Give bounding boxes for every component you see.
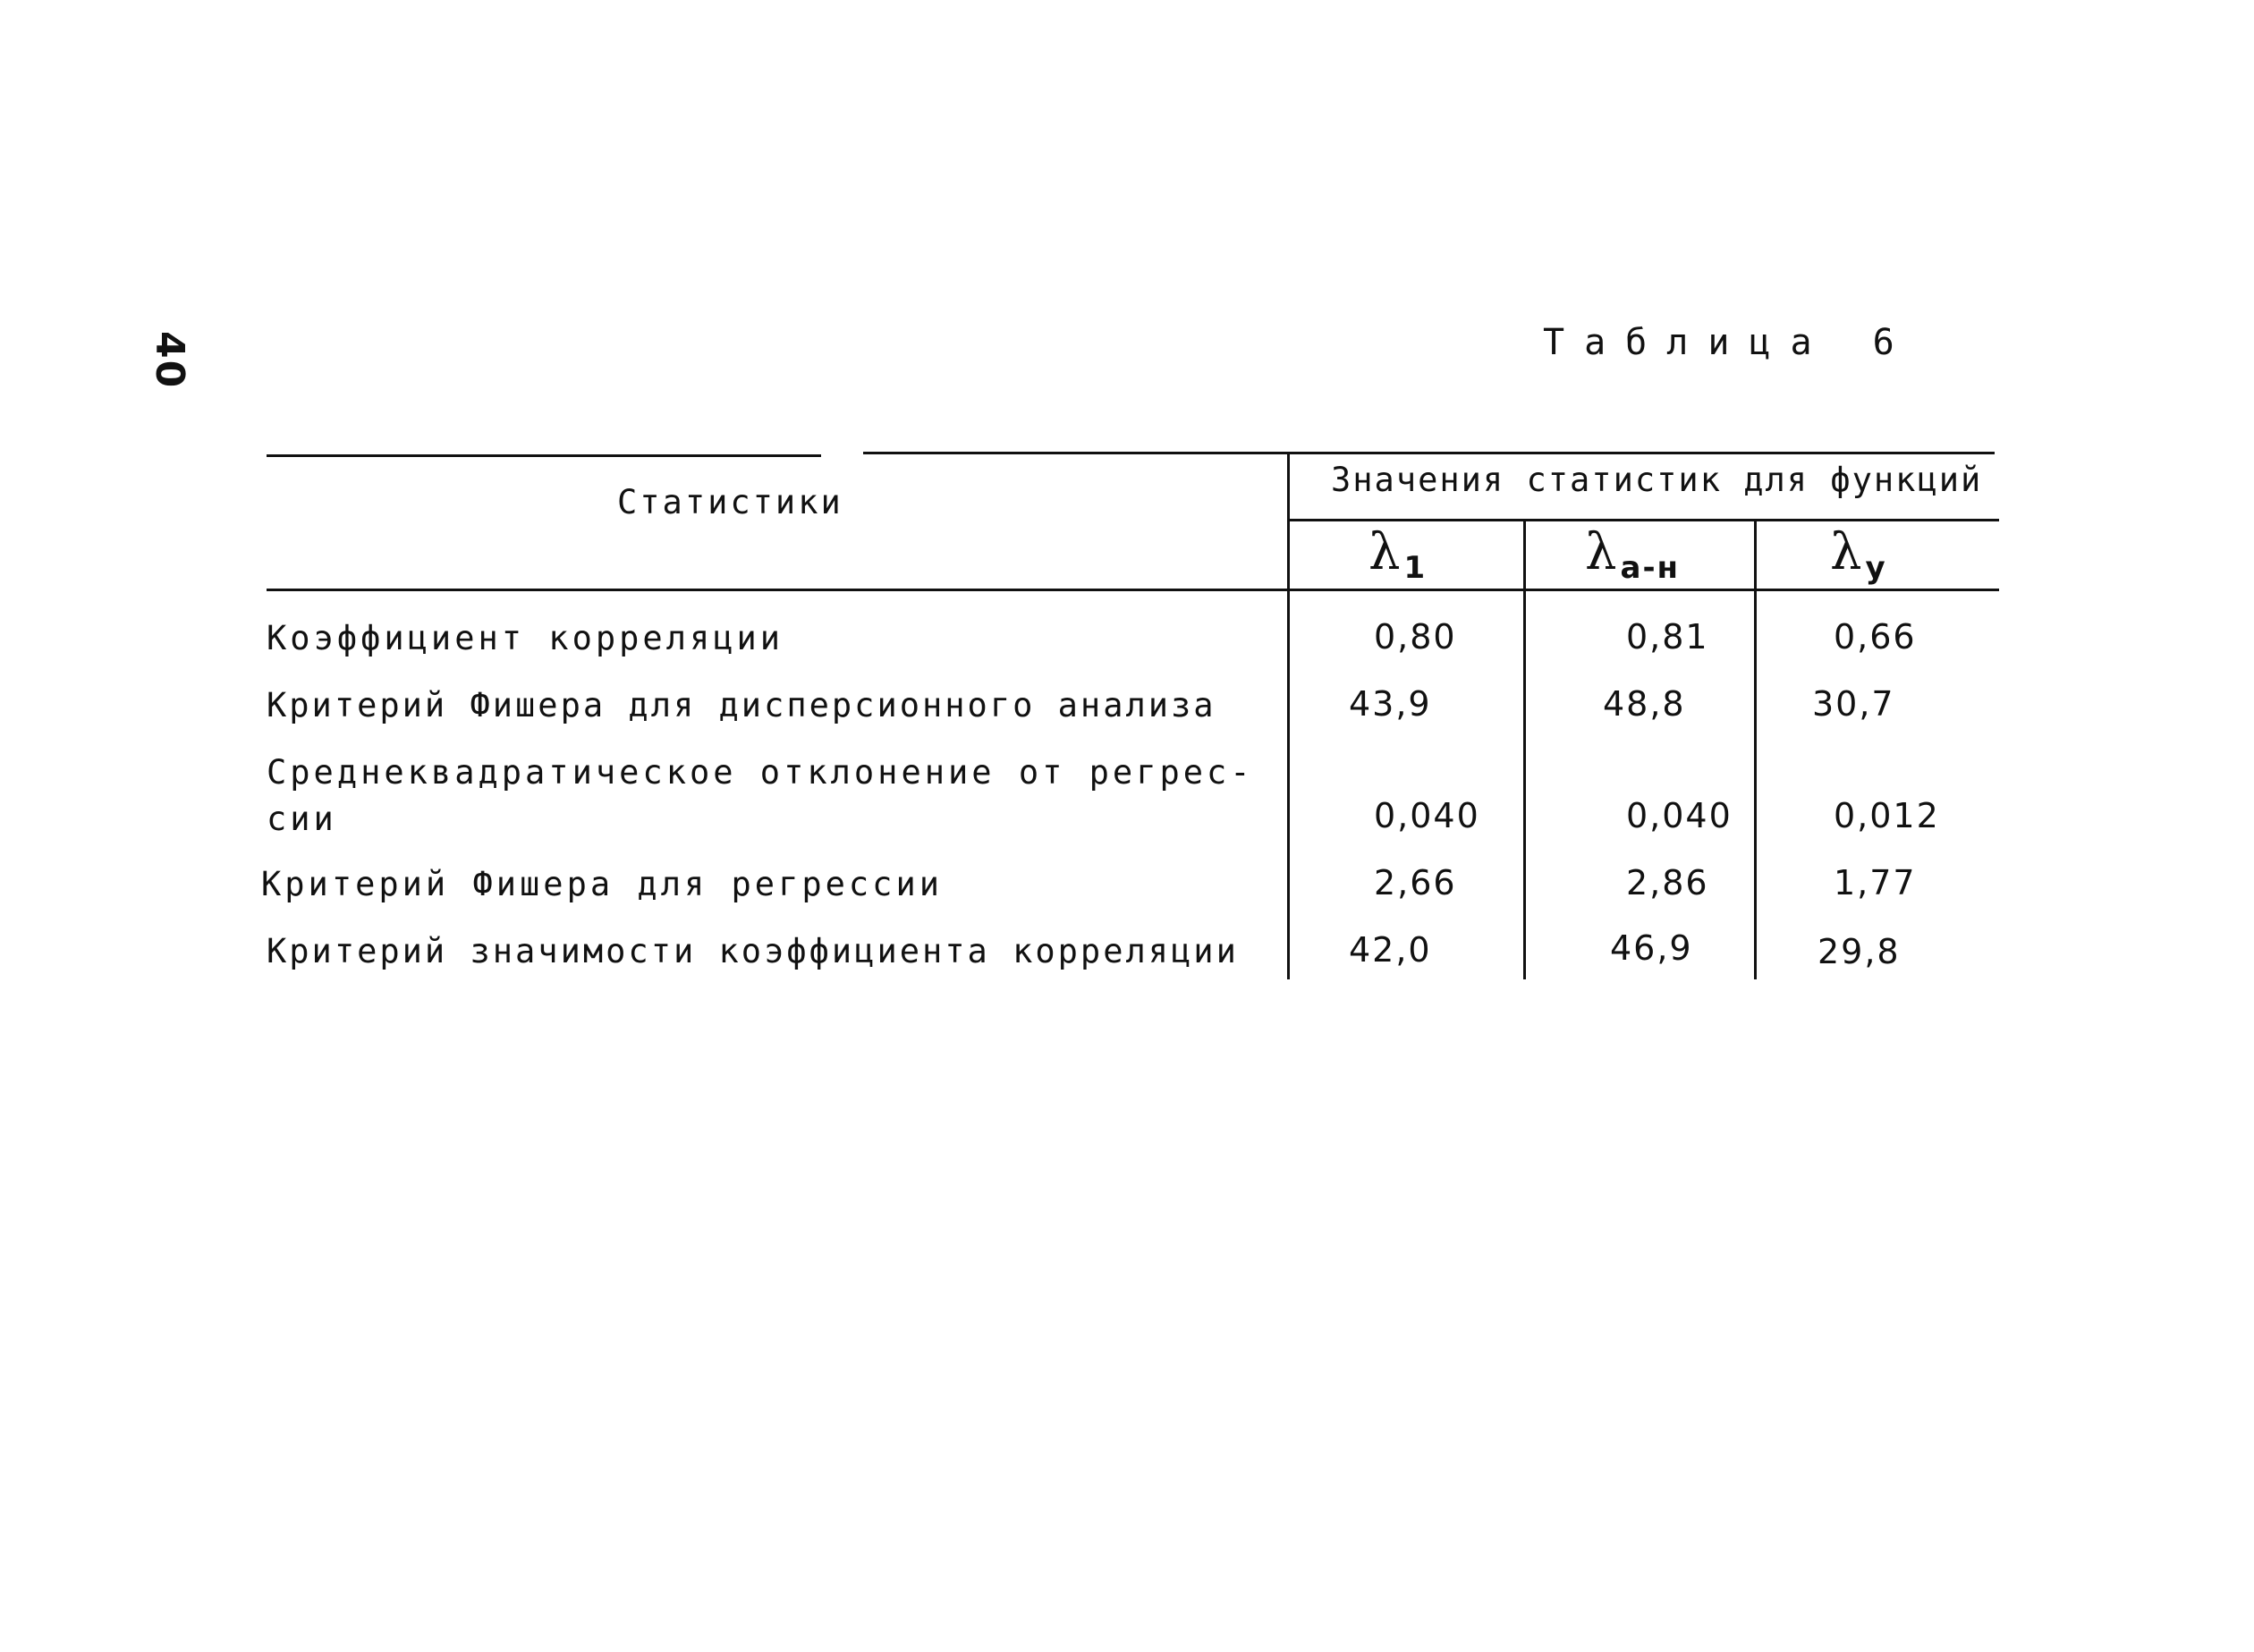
row-value: 30,7 <box>1812 684 1895 724</box>
row-value: 0,012 <box>1834 796 1940 835</box>
column-header-lambda-y <box>1830 523 1887 586</box>
column-divider-2 <box>1523 519 1526 979</box>
lambda-subscript: 1 <box>1403 550 1428 586</box>
column-header-lambda-1 <box>1368 523 1427 586</box>
group-column-header: Значения статистик для функций <box>1331 461 1983 499</box>
lambda-subscript: у <box>1865 550 1887 586</box>
lambda-symbol: λ <box>1830 523 1862 581</box>
row-label: Критерий значимости коэффициента корреляции <box>267 932 1239 970</box>
top-rule-left <box>267 454 821 457</box>
lambda-symbol: λ <box>1585 523 1617 581</box>
row-value: 43,9 <box>1349 684 1432 724</box>
row-value: 46,9 <box>1610 928 1693 968</box>
column-header-lambda-a-n <box>1585 523 1680 586</box>
top-rule-right <box>863 452 1995 454</box>
row-label: Среднеквадратическое отклонение от регрес- <box>267 753 1254 792</box>
row-value: 29,8 <box>1818 932 1901 971</box>
group-header-rule <box>1288 519 1999 521</box>
row-value: 0,80 <box>1374 617 1457 657</box>
row-value: 42,0 <box>1349 930 1432 970</box>
row-value: 2,86 <box>1626 863 1709 902</box>
row-value: 0,66 <box>1834 617 1917 657</box>
page-number: 40 <box>147 331 192 390</box>
column-divider-3 <box>1754 519 1757 979</box>
row-value: 2,66 <box>1374 863 1457 902</box>
row-label: Критерий Фишера для регрессии <box>261 865 944 903</box>
row-value: 0,040 <box>1374 796 1480 835</box>
table-caption: Таблица 6 <box>1543 322 1914 363</box>
stats-column-header: Статистики <box>617 483 843 521</box>
row-value: 0,81 <box>1626 617 1709 657</box>
header-bottom-rule <box>267 589 1999 591</box>
column-divider-1 <box>1287 452 1290 979</box>
row-label: Коэффициент корреляции <box>267 619 784 657</box>
row-value: 1,77 <box>1834 863 1917 902</box>
row-value: 48,8 <box>1603 684 1686 724</box>
row-value: 0,040 <box>1626 796 1733 835</box>
lambda-symbol: λ <box>1368 523 1401 581</box>
row-label-continuation: сии <box>267 800 337 838</box>
row-label: Критерий Фишера для дисперсионного анализа <box>267 686 1216 724</box>
lambda-subscript: а-н <box>1620 550 1681 586</box>
